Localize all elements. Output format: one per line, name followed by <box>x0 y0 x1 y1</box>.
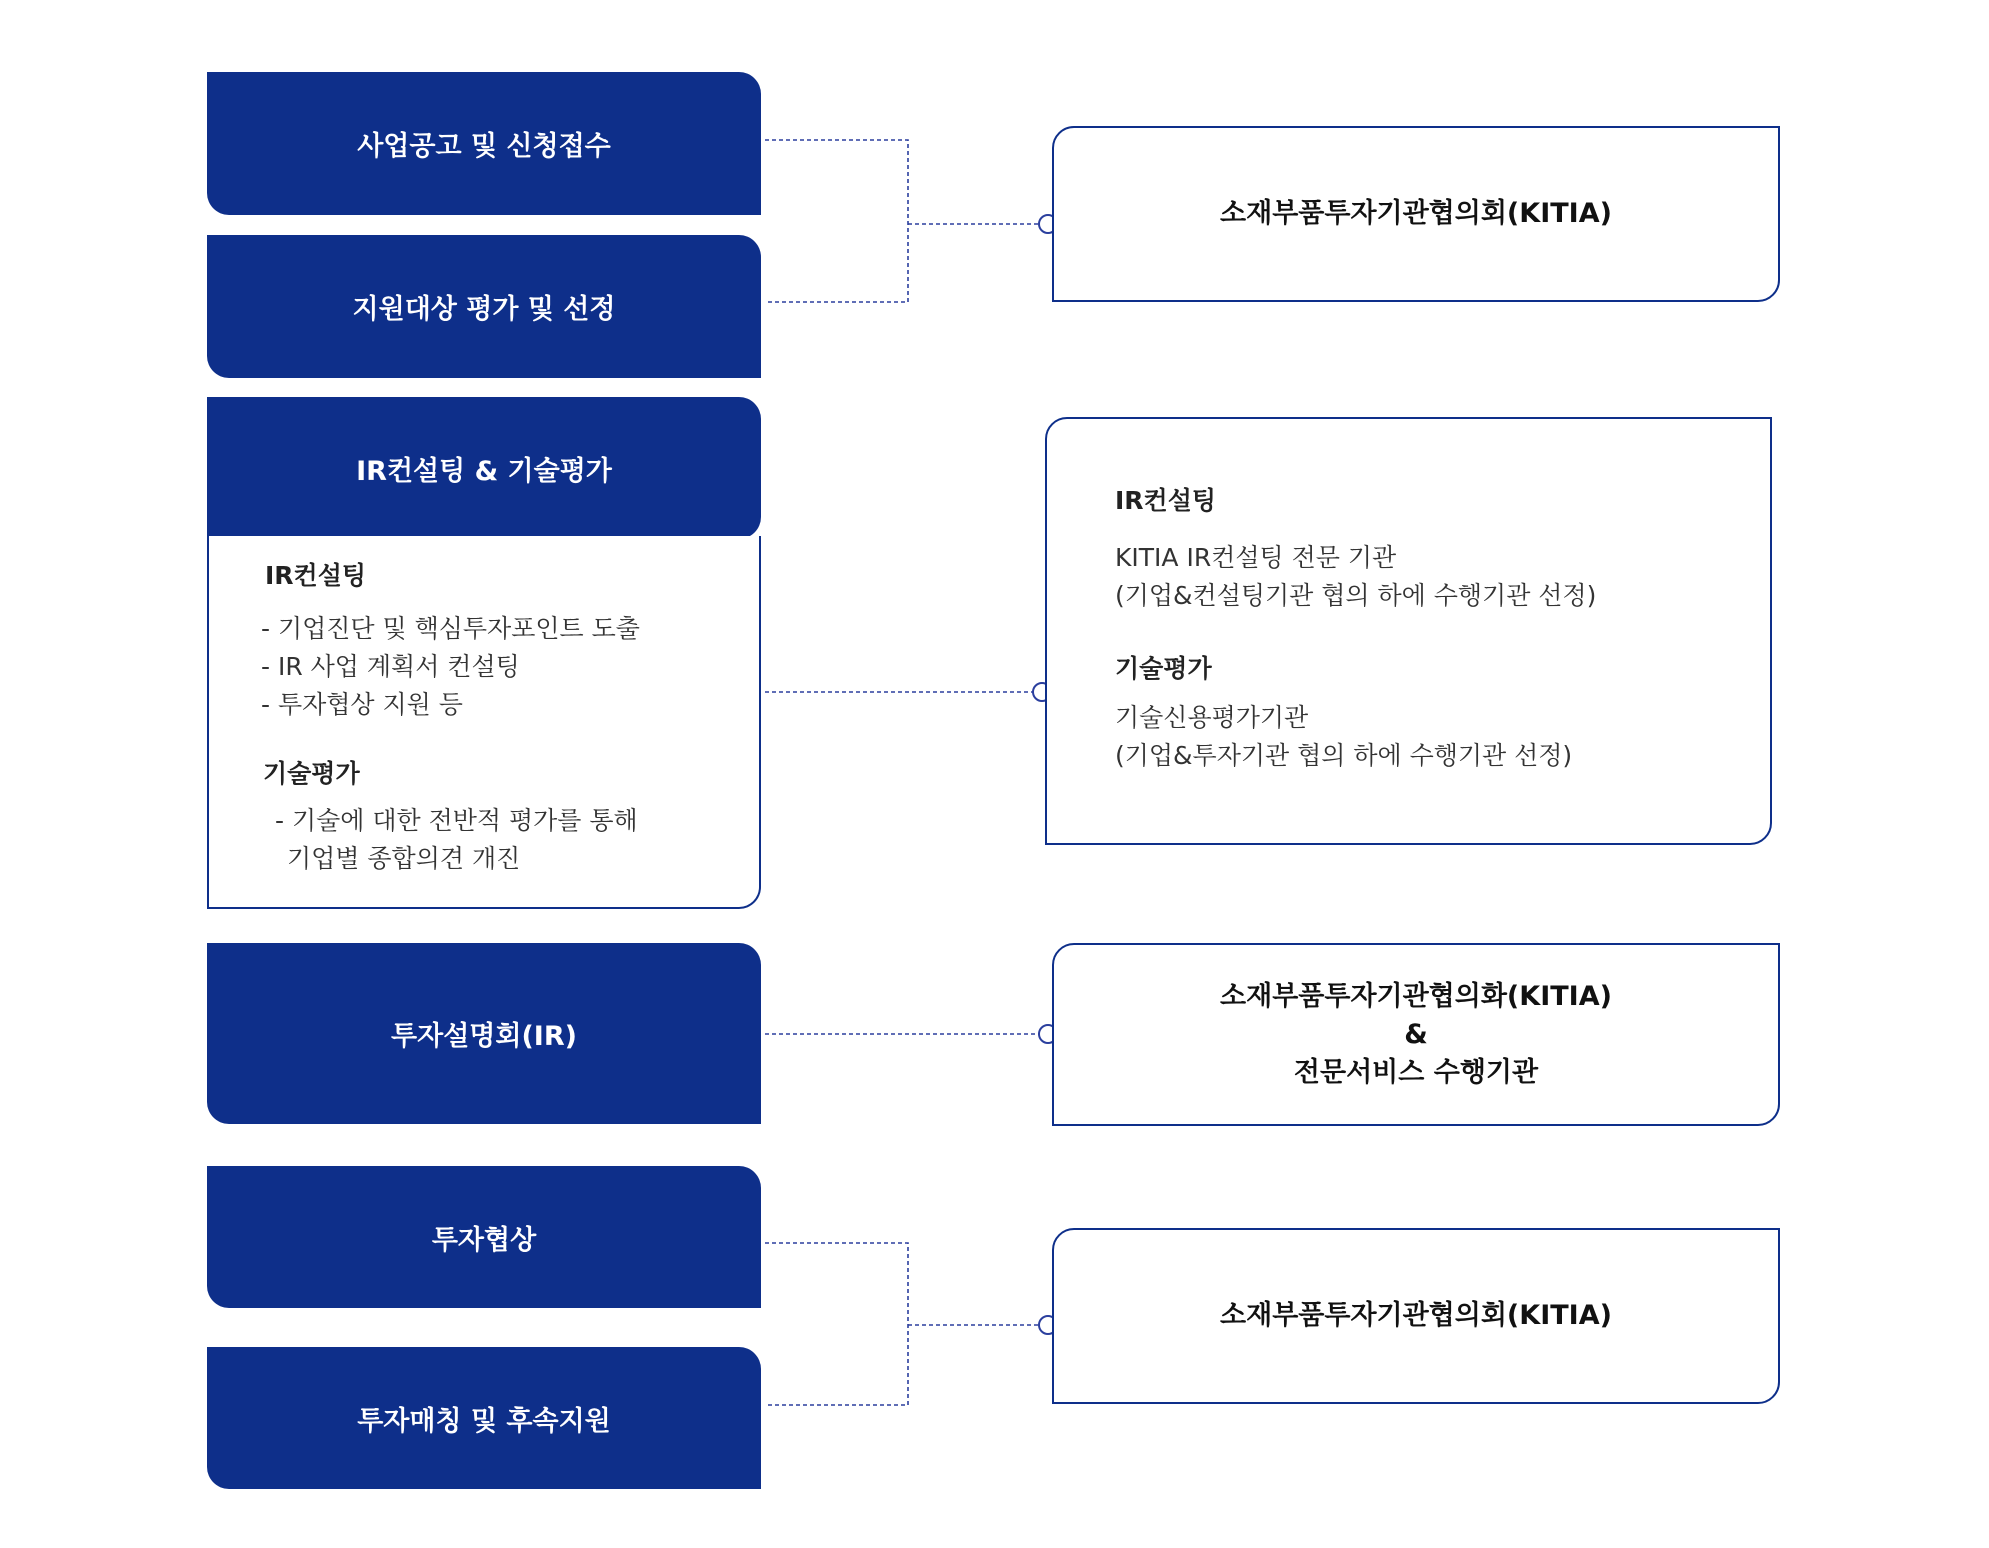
step-investor-presentation-label: 투자설명회(IR) <box>391 1021 577 1052</box>
step-ir-consulting <box>207 397 761 539</box>
connector-group1-bracket <box>765 140 908 302</box>
org-box-kitia-services-line1: 소재부품투자기관협의화(KITIA) <box>1220 980 1612 1012</box>
org-tech-line: 기술신용평가기관 <box>1115 703 1309 732</box>
detail-ir-title: IR컨설팅 <box>265 561 367 590</box>
org-ir-title: IR컨설팅 <box>1115 486 1217 515</box>
step-negotiation-label: 투자협상 <box>431 1224 537 1256</box>
detail-ir-item: - 기업진단 및 핵심투자포인트 도출 <box>261 614 640 643</box>
detail-ir-item: - 투자협상 지원 등 <box>261 690 463 719</box>
step-matching-label: 투자매칭 및 후속지원 <box>357 1405 611 1437</box>
step-negotiation <box>207 1166 761 1308</box>
detail-tech-item: 기업별 종합의견 개진 <box>287 844 521 873</box>
detail-ir-item: - IR 사업 계획서 컨설팅 <box>261 652 520 681</box>
detail-tech-title: 기술평가 <box>263 759 360 788</box>
org-box-kitia-services-line2: & <box>1404 1018 1428 1050</box>
org-box-consulting <box>1045 417 1772 845</box>
detail-tech-item: - 기술에 대한 전반적 평가를 통해 <box>275 806 638 835</box>
step-announcement-label: 사업공고 및 신청접수 <box>357 131 611 162</box>
org-ir-line: KITIA IR컨설팅 전문 기관 <box>1115 543 1397 572</box>
connector-group2-bracket <box>765 1243 908 1405</box>
step-ir-consulting-label: IR컨설팅 & 기술평가 <box>356 455 612 487</box>
step-announcement <box>207 72 761 215</box>
org-box-kitia-services <box>1052 943 1780 1126</box>
org-box-kitia-2-label: 소재부품투자기관협의회(KITIA) <box>1220 1300 1612 1331</box>
org-ir-line: (기업&컨설팅기관 협의 하에 수행기관 선정) <box>1115 581 1597 610</box>
org-box-kitia-2 <box>1052 1228 1780 1404</box>
org-tech-line: (기업&투자기관 협의 하에 수행기관 선정) <box>1115 741 1573 770</box>
step-matching <box>207 1347 761 1489</box>
org-box-kitia-1 <box>1052 126 1780 302</box>
step-evaluation-label: 지원대상 평가 및 선정 <box>352 294 616 325</box>
org-tech-title: 기술평가 <box>1115 654 1212 683</box>
step-ir-consulting-detail <box>207 536 761 909</box>
step-evaluation <box>207 235 761 378</box>
step-investor-presentation <box>207 943 761 1124</box>
org-box-kitia-services-line3: 전문서비스 수행기관 <box>1293 1056 1539 1088</box>
org-box-kitia-1-label: 소재부품투자기관협의회(KITIA) <box>1220 198 1612 229</box>
